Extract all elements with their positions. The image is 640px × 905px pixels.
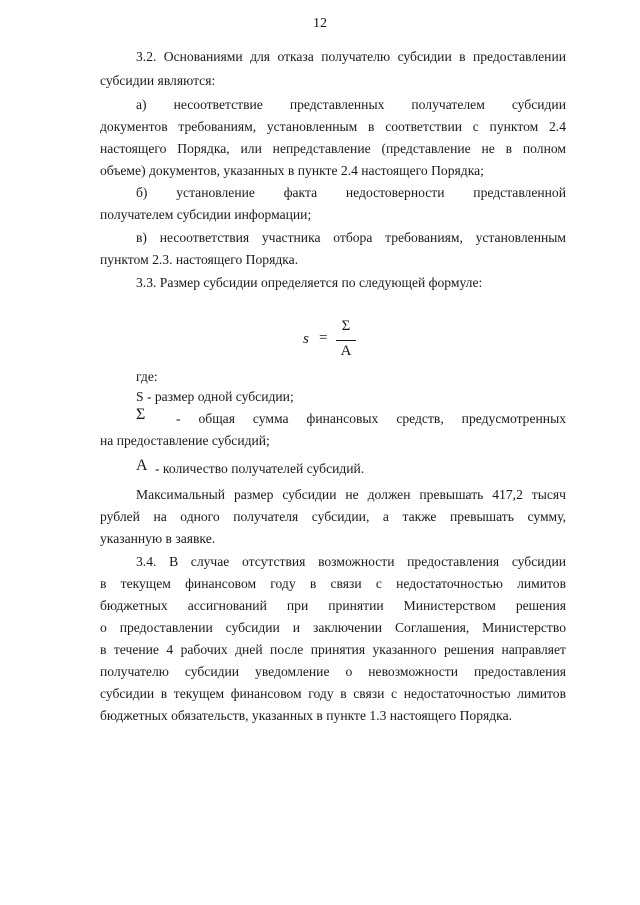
text-line: документов требованиям, установленным в соответствии с пунктом 2.4 <box>100 119 566 134</box>
text-line: на предоставление субсидий; <box>100 433 270 448</box>
text-line: получателю субсидии уведомление о невозможности предоставления <box>100 664 566 679</box>
formula-denominator: А <box>340 343 352 359</box>
page-number: 12 <box>313 16 327 31</box>
text-line: S - размер одной субсидии; <box>136 389 294 404</box>
text-line: в течение 4 рабочих дней после принятия указанного решения направляет <box>100 642 566 657</box>
text-line: 3.3. Размер субсидии определяется по следующей формуле: <box>136 275 483 290</box>
fraction-bar <box>336 340 356 341</box>
formula-lhs: s <box>303 331 309 347</box>
formula-equals: = <box>319 330 328 346</box>
text-line: рублей на одного получателя субсидии, а также превышать сумму, <box>100 509 566 524</box>
text-line: бюджетных ассигнований при принятии Министерством решения <box>100 598 566 613</box>
text-line: - общая сумма финансовых средств, предусмотренных <box>176 411 566 426</box>
text-line: Максимальный размер субсидии не должен превышать 417,2 тысяч <box>136 487 566 502</box>
text-line: указанную в заявке. <box>100 531 216 546</box>
text-line: а) несоответствие представленных получателем субсидии <box>136 97 566 112</box>
text-line: настоящего Порядка, или непредставление (представление не в полном <box>100 141 566 156</box>
sigma-symbol: Σ <box>136 406 146 423</box>
text-line: объеме) документов, указанных в пункте 2.4 настоящего Порядка; <box>100 163 484 178</box>
formula-numerator: Σ <box>341 318 351 334</box>
text-line: субсидии являются: <box>100 73 216 88</box>
text-line: в) несоответствия участника отбора требованиям, установленным <box>136 230 566 245</box>
text-line: пунктом 2.3. настоящего Порядка. <box>100 252 299 267</box>
text-line: где: <box>136 369 158 384</box>
text-line: в текущем финансовом году в связи с недостаточностью лимитов <box>100 576 566 591</box>
text-line: 3.4. В случае отсутствия возможности предоставления субсидии <box>136 554 566 569</box>
text-line: получателем субсидии информации; <box>100 207 312 222</box>
text-line: бюджетных обязательств, указанных в пункте 1.3 настоящего Порядка. <box>100 708 513 723</box>
text-line: о предоставлении субсидии и заключении Соглашения, Министерство <box>100 620 566 635</box>
text-line: - количество получателей субсидий. <box>155 461 365 476</box>
a-symbol: А <box>136 457 148 474</box>
text-line: б) установление факта недостоверности представленной <box>136 185 566 200</box>
text-line: 3.2. Основаниями для отказа получателю субсидии в предоставлении <box>136 49 566 64</box>
text-line: субсидии в текущем финансовом году в связи с недостаточностью лимитов <box>100 686 566 701</box>
subsidy-formula <box>290 318 370 366</box>
